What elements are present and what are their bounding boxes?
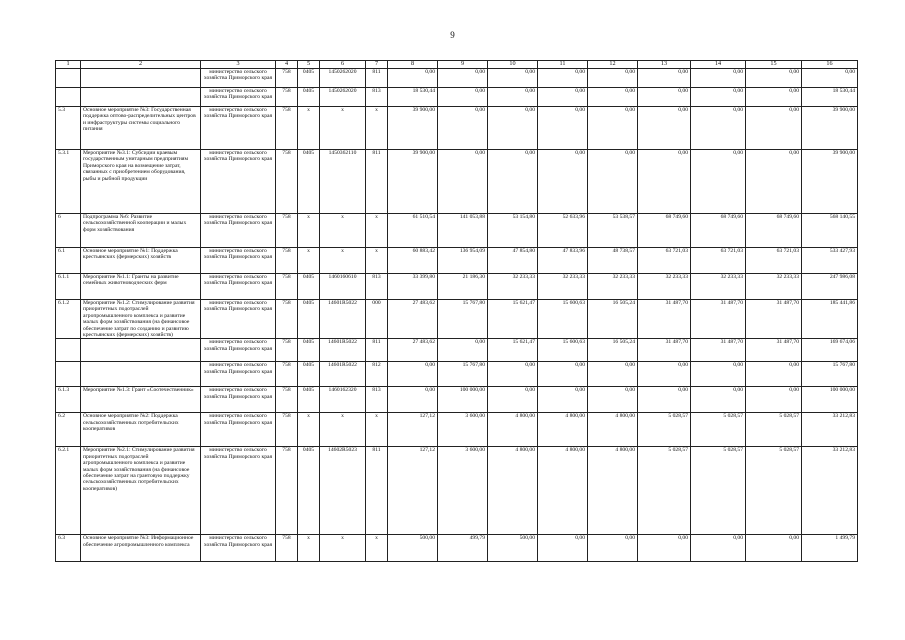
table-cell: министерство сельского хозяйства Приморского края	[201, 387, 276, 413]
table-cell: 0,00	[488, 387, 538, 413]
table-cell: 0,00	[691, 88, 746, 107]
table-cell: 758	[276, 413, 298, 447]
table-cell: министерство сельского хозяйства Приморского края	[201, 214, 276, 248]
table-cell: 0,00	[588, 362, 638, 387]
table-cell: 3 600,00	[438, 413, 488, 447]
table-cell: 5 028,57	[746, 413, 802, 447]
table-cell: 0,00	[438, 69, 488, 88]
table-cell: Подпрограмма №6: Развитие сельскохозяйственной кооперации и малых форм хозяйствования	[81, 214, 201, 248]
table-cell: 0,00	[388, 69, 438, 88]
table-row	[56, 150, 858, 214]
table-cell: 100 000,00	[438, 387, 488, 413]
table-cell: 169 674,06	[802, 339, 858, 362]
table-cell: 136 954,09	[438, 248, 488, 274]
header-cell: 1	[56, 61, 81, 69]
table-cell: 6.1.2	[56, 300, 81, 339]
table-cell: 14601R5022	[320, 300, 366, 339]
table-cell: 68 749,60	[638, 214, 691, 248]
table-cell: 68 749,60	[691, 214, 746, 248]
table-cell: 32 233,33	[746, 274, 802, 300]
table-cell: Мероприятие №2.1: Стимулирование развития приоритетных подотраслей агропромышленного комплекса и развитие малых форм хозяйствования (на финансовое обеспечение затрат на грантовую поддержку сельскохозяйственных потребительских кооперативов)	[81, 447, 201, 535]
header-cell: 5	[298, 61, 320, 69]
table-cell: 0,00	[691, 535, 746, 562]
table-cell: 21 186,30	[438, 274, 488, 300]
table-cell: 812	[366, 362, 388, 387]
table-cell: 47 854,80	[488, 248, 538, 274]
table-cell: 32 233,33	[638, 274, 691, 300]
table-cell: 0,00	[746, 535, 802, 562]
table-cell: 0,00	[588, 107, 638, 150]
table-cell: 0405	[298, 387, 320, 413]
table-cell: 5.3	[56, 107, 81, 150]
table-cell: министерство сельского хозяйства Приморского края	[201, 535, 276, 562]
table-cell: 758	[276, 339, 298, 362]
table-cell: 0,00	[638, 387, 691, 413]
header-cell: 8	[388, 61, 438, 69]
table-cell: 0,00	[638, 69, 691, 88]
table-cell: 0,00	[488, 69, 538, 88]
table-cell: министерство сельского хозяйства Приморского края	[201, 274, 276, 300]
table-cell: 1460162320	[320, 387, 366, 413]
table-cell: x	[366, 248, 388, 274]
table-cell	[56, 362, 81, 387]
table-cell: 18 530,44	[388, 88, 438, 107]
table-cell: 33 212,83	[802, 447, 858, 535]
table-cell: 0,00	[438, 339, 488, 362]
table-cell: Мероприятие №1.3: Грант «Соотечественник»	[81, 387, 201, 413]
header-cell: 10	[488, 61, 538, 69]
table-cell: 758	[276, 248, 298, 274]
table-cell: 811	[366, 150, 388, 214]
table-cell: министерство сельского хозяйства Приморского края	[201, 413, 276, 447]
table-cell: 0405	[298, 300, 320, 339]
table-row	[56, 69, 858, 88]
table-cell: 4 800,00	[588, 413, 638, 447]
header-cell: 11	[538, 61, 588, 69]
table-cell: 52 633,96	[538, 214, 588, 248]
table-cell: 0,00	[691, 107, 746, 150]
table-cell: 0,00	[538, 88, 588, 107]
table-cell: 0,00	[802, 69, 858, 88]
table-cell: 0,00	[638, 362, 691, 387]
table-cell: министерство сельского хозяйства Приморского края	[201, 69, 276, 88]
table-cell: 0,00	[691, 362, 746, 387]
table-cell: 32 233,33	[488, 274, 538, 300]
header-cell: 13	[638, 61, 691, 69]
table-cell: 39 900,00	[802, 107, 858, 150]
table-cell: 63 721,03	[638, 248, 691, 274]
table-cell: 0,00	[691, 150, 746, 214]
table-cell: 14601R5022	[320, 362, 366, 387]
table-cell: x	[366, 413, 388, 447]
table-cell: 758	[276, 535, 298, 562]
table-cell: 15 621,47	[488, 300, 538, 339]
table-cell: 15 767,80	[802, 362, 858, 387]
table-cell: 31 487,70	[691, 300, 746, 339]
table-cell: 53 154,80	[488, 214, 538, 248]
table-cell: министерство сельского хозяйства Приморского края	[201, 447, 276, 535]
table-row	[56, 447, 858, 535]
table-cell: 16 505,24	[588, 300, 638, 339]
table-cell: 758	[276, 362, 298, 387]
table-cell: 0,00	[691, 387, 746, 413]
table-cell: 813	[366, 387, 388, 413]
table-cell: 1450362110	[320, 150, 366, 214]
table-cell: министерство сельского хозяйства Приморского края	[201, 248, 276, 274]
header-cell: 6	[320, 61, 366, 69]
table-cell: 31 487,70	[746, 339, 802, 362]
table-row	[56, 339, 858, 362]
table-cell: 4 800,00	[588, 447, 638, 535]
table-cell	[81, 88, 201, 107]
table-cell: 758	[276, 447, 298, 535]
table-cell: Основное мероприятие №1: Поддержка крестьянских (фермерских) хозяйств	[81, 248, 201, 274]
table-cell: 0,00	[746, 88, 802, 107]
header-cell: 12	[588, 61, 638, 69]
table-cell: 6	[56, 214, 81, 248]
table-row	[56, 88, 858, 107]
table-cell: Мероприятие №3.1: Субсидии краевым государственным унитарным предприятиям Приморского края на возмещение затрат, связанных с приобретением оборудования, рыбы и рыбной продукции	[81, 150, 201, 214]
header-cell: 16	[802, 61, 858, 69]
table-cell: 185 441,86	[802, 300, 858, 339]
table-cell: 0,00	[538, 362, 588, 387]
table-cell: 39 900,00	[802, 150, 858, 214]
table-cell: 758	[276, 69, 298, 88]
table-cell: 15 767,80	[438, 362, 488, 387]
table-cell: 5 028,57	[638, 413, 691, 447]
table-cell	[56, 69, 81, 88]
table-cell: 6.1.1	[56, 274, 81, 300]
table-cell: 0,00	[691, 69, 746, 88]
table-cell: министерство сельского хозяйства Приморского края	[201, 150, 276, 214]
table-cell: Основное мероприятие №3: Информационное обеспечение агропромышленного комплекса	[81, 535, 201, 562]
table-cell: 0,00	[488, 107, 538, 150]
table-cell: 0,00	[538, 387, 588, 413]
table-cell: 61 510,54	[388, 214, 438, 248]
table-cell: 33 399,80	[388, 274, 438, 300]
table-cell: 1 499,79	[802, 535, 858, 562]
table-cell: 31 487,70	[638, 300, 691, 339]
table-cell: 68 749,60	[746, 214, 802, 248]
table-cell: 6.3	[56, 535, 81, 562]
header-row	[56, 61, 858, 69]
table-cell: 811	[366, 339, 388, 362]
header-cell: 2	[81, 61, 201, 69]
table-cell: 127,12	[388, 447, 438, 535]
page-number: 9	[450, 30, 455, 40]
table-cell: 0,00	[588, 88, 638, 107]
table-cell: 15 767,80	[438, 300, 488, 339]
table-row	[56, 214, 858, 248]
table-cell: 53 538,57	[588, 214, 638, 248]
table-cell: 0,00	[638, 535, 691, 562]
table-row	[56, 248, 858, 274]
table-row	[56, 413, 858, 447]
table-cell: 141 053,88	[438, 214, 488, 248]
table-row	[56, 274, 858, 300]
table-body	[56, 61, 858, 562]
table-cell: x	[298, 413, 320, 447]
table-cell: 0,00	[588, 535, 638, 562]
table-cell: 27 483,62	[388, 339, 438, 362]
table-row	[56, 300, 858, 339]
table-cell: 0,00	[588, 387, 638, 413]
table-cell: 0,00	[638, 150, 691, 214]
table-cell: x	[298, 248, 320, 274]
table-cell: 000	[366, 300, 388, 339]
table-cell: 15 600,63	[538, 339, 588, 362]
table-cell: 39 900,00	[388, 107, 438, 150]
table-cell: x	[320, 107, 366, 150]
table-cell: x	[366, 535, 388, 562]
table-cell: 4 800,00	[538, 447, 588, 535]
table-cell: 0,00	[388, 387, 438, 413]
table-cell: 500,00	[488, 535, 538, 562]
header-cell: 7	[366, 61, 388, 69]
table-cell: 0,00	[538, 150, 588, 214]
table-cell: 5 028,57	[746, 447, 802, 535]
table-cell: 5 028,57	[691, 413, 746, 447]
table-cell: 14602R5023	[320, 447, 366, 535]
table-cell: Основное мероприятие №2: Поддержка сельскохозяйственных потребительских кооперативов	[81, 413, 201, 447]
table-cell: x	[320, 413, 366, 447]
table-cell: 32 233,33	[691, 274, 746, 300]
table-cell: 6.2.1	[56, 447, 81, 535]
table-cell: 18 530,44	[802, 88, 858, 107]
table-cell: 0405	[298, 69, 320, 88]
table-cell: 0405	[298, 339, 320, 362]
table-cell: x	[366, 214, 388, 248]
table-cell: 0,00	[746, 107, 802, 150]
table-cell: 813	[366, 88, 388, 107]
table-cell: министерство сельского хозяйства Приморского края	[201, 107, 276, 150]
table-cell: 499,79	[438, 535, 488, 562]
table-cell: 758	[276, 300, 298, 339]
table-cell: 0405	[298, 88, 320, 107]
table-cell: 758	[276, 387, 298, 413]
table-cell: 0,00	[638, 107, 691, 150]
table-cell: 0,00	[638, 88, 691, 107]
table-cell: 0,00	[388, 362, 438, 387]
table-cell: 6.1	[56, 248, 81, 274]
table-cell: 0,00	[746, 150, 802, 214]
table-cell: 0,00	[588, 69, 638, 88]
table-cell: 31 487,70	[638, 339, 691, 362]
table-cell: 1450262020	[320, 88, 366, 107]
table-cell: 5.3.1	[56, 150, 81, 214]
table-cell: 247 986,08	[802, 274, 858, 300]
table-cell: 0405	[298, 150, 320, 214]
table-cell: 60 883,42	[388, 248, 438, 274]
table-cell	[81, 339, 201, 362]
table-cell: 31 487,70	[746, 300, 802, 339]
table-cell: 0405	[298, 274, 320, 300]
table-cell: министерство сельского хозяйства Приморского края	[201, 362, 276, 387]
table-cell	[56, 339, 81, 362]
table-cell: 0,00	[538, 69, 588, 88]
table-cell: 568 140,55	[802, 214, 858, 248]
table-cell: 5 028,57	[691, 447, 746, 535]
table-cell: 0,00	[438, 150, 488, 214]
table-cell: x	[298, 535, 320, 562]
table-cell	[56, 88, 81, 107]
table-cell: 811	[366, 69, 388, 88]
table-cell: 0,00	[746, 362, 802, 387]
table-cell: министерство сельского хозяйства Приморского края	[201, 339, 276, 362]
table-row	[56, 107, 858, 150]
table-cell: 39 900,00	[388, 150, 438, 214]
table-cell: 15 600,63	[538, 300, 588, 339]
table-cell: 0,00	[438, 107, 488, 150]
table-cell: 15 621,47	[488, 339, 538, 362]
table-cell: 3 600,00	[438, 447, 488, 535]
table-cell: 32 233,33	[538, 274, 588, 300]
table-cell: 0,00	[488, 150, 538, 214]
table-cell: 4 800,00	[538, 413, 588, 447]
table-cell: Основное мероприятие №3: Государственная поддержка оптово-распределительных центров и инфраструктуры системы социального питания	[81, 107, 201, 150]
table-cell: 0405	[298, 362, 320, 387]
table-cell: 4 800,00	[488, 413, 538, 447]
table-cell: 0,00	[538, 535, 588, 562]
table-cell: 6.2	[56, 413, 81, 447]
table-cell: министерство сельского хозяйства Приморского края	[201, 300, 276, 339]
table-cell: 1450262020	[320, 69, 366, 88]
table-cell: 47 833,96	[538, 248, 588, 274]
table-cell: 0,00	[488, 88, 538, 107]
table-row	[56, 387, 858, 413]
header-cell: 3	[201, 61, 276, 69]
table-cell: 16 505,24	[588, 339, 638, 362]
table-cell: 5 028,57	[638, 447, 691, 535]
table-cell: 33 212,83	[802, 413, 858, 447]
table-cell: x	[298, 214, 320, 248]
table-cell: 758	[276, 88, 298, 107]
table-cell: 0,00	[746, 69, 802, 88]
table-cell: x	[366, 107, 388, 150]
table-cell: 813	[366, 274, 388, 300]
table-cell: 63 721,03	[691, 248, 746, 274]
table-cell: 758	[276, 150, 298, 214]
table-cell: x	[320, 214, 366, 248]
table-cell: 758	[276, 107, 298, 150]
table-row	[56, 535, 858, 562]
header-cell: 9	[438, 61, 488, 69]
header-cell: 14	[691, 61, 746, 69]
table-cell: Мероприятие №1.1: Гранты на развитие семейных животноводческих ферм	[81, 274, 201, 300]
table-cell: 127,12	[388, 413, 438, 447]
table-cell: 100 000,00	[802, 387, 858, 413]
header-cell: 15	[746, 61, 802, 69]
table-cell: 14601R5022	[320, 339, 366, 362]
header-cell: 4	[276, 61, 298, 69]
table-cell: x	[320, 535, 366, 562]
table-cell: x	[298, 107, 320, 150]
table-cell: 1460160610	[320, 274, 366, 300]
table-cell: 0,00	[538, 107, 588, 150]
table-cell: x	[320, 248, 366, 274]
table-cell: 500,00	[388, 535, 438, 562]
table-cell: 758	[276, 274, 298, 300]
table-cell: 4 800,00	[488, 447, 538, 535]
table-cell: 0,00	[588, 150, 638, 214]
table-cell: 0,00	[438, 88, 488, 107]
table-cell: 0,00	[488, 362, 538, 387]
table-cell: 811	[366, 447, 388, 535]
table-cell: 27 483,62	[388, 300, 438, 339]
table-cell: 533 427,93	[802, 248, 858, 274]
table-cell: 32 233,33	[588, 274, 638, 300]
table-cell: 0405	[298, 447, 320, 535]
table-cell	[81, 362, 201, 387]
table-cell: 0,00	[746, 387, 802, 413]
table-cell: 31 487,70	[691, 339, 746, 362]
table-cell: Мероприятие №1.2: Стимулирование развития приоритетных подотраслей агропромышленного комплекса и развитие малых форм хозяйствования (на финансовое обеспечение затрат по созданию и развитию крестьянских (фермерских) хозяйств)	[81, 300, 201, 339]
table-cell: 48 738,57	[588, 248, 638, 274]
table-cell: министерство сельского хозяйства Приморского края	[201, 88, 276, 107]
table-cell: 63 721,03	[746, 248, 802, 274]
budget-table	[55, 60, 858, 562]
table-row	[56, 362, 858, 387]
table-cell: 758	[276, 214, 298, 248]
table-cell	[81, 69, 201, 88]
table-cell: 6.1.3	[56, 387, 81, 413]
